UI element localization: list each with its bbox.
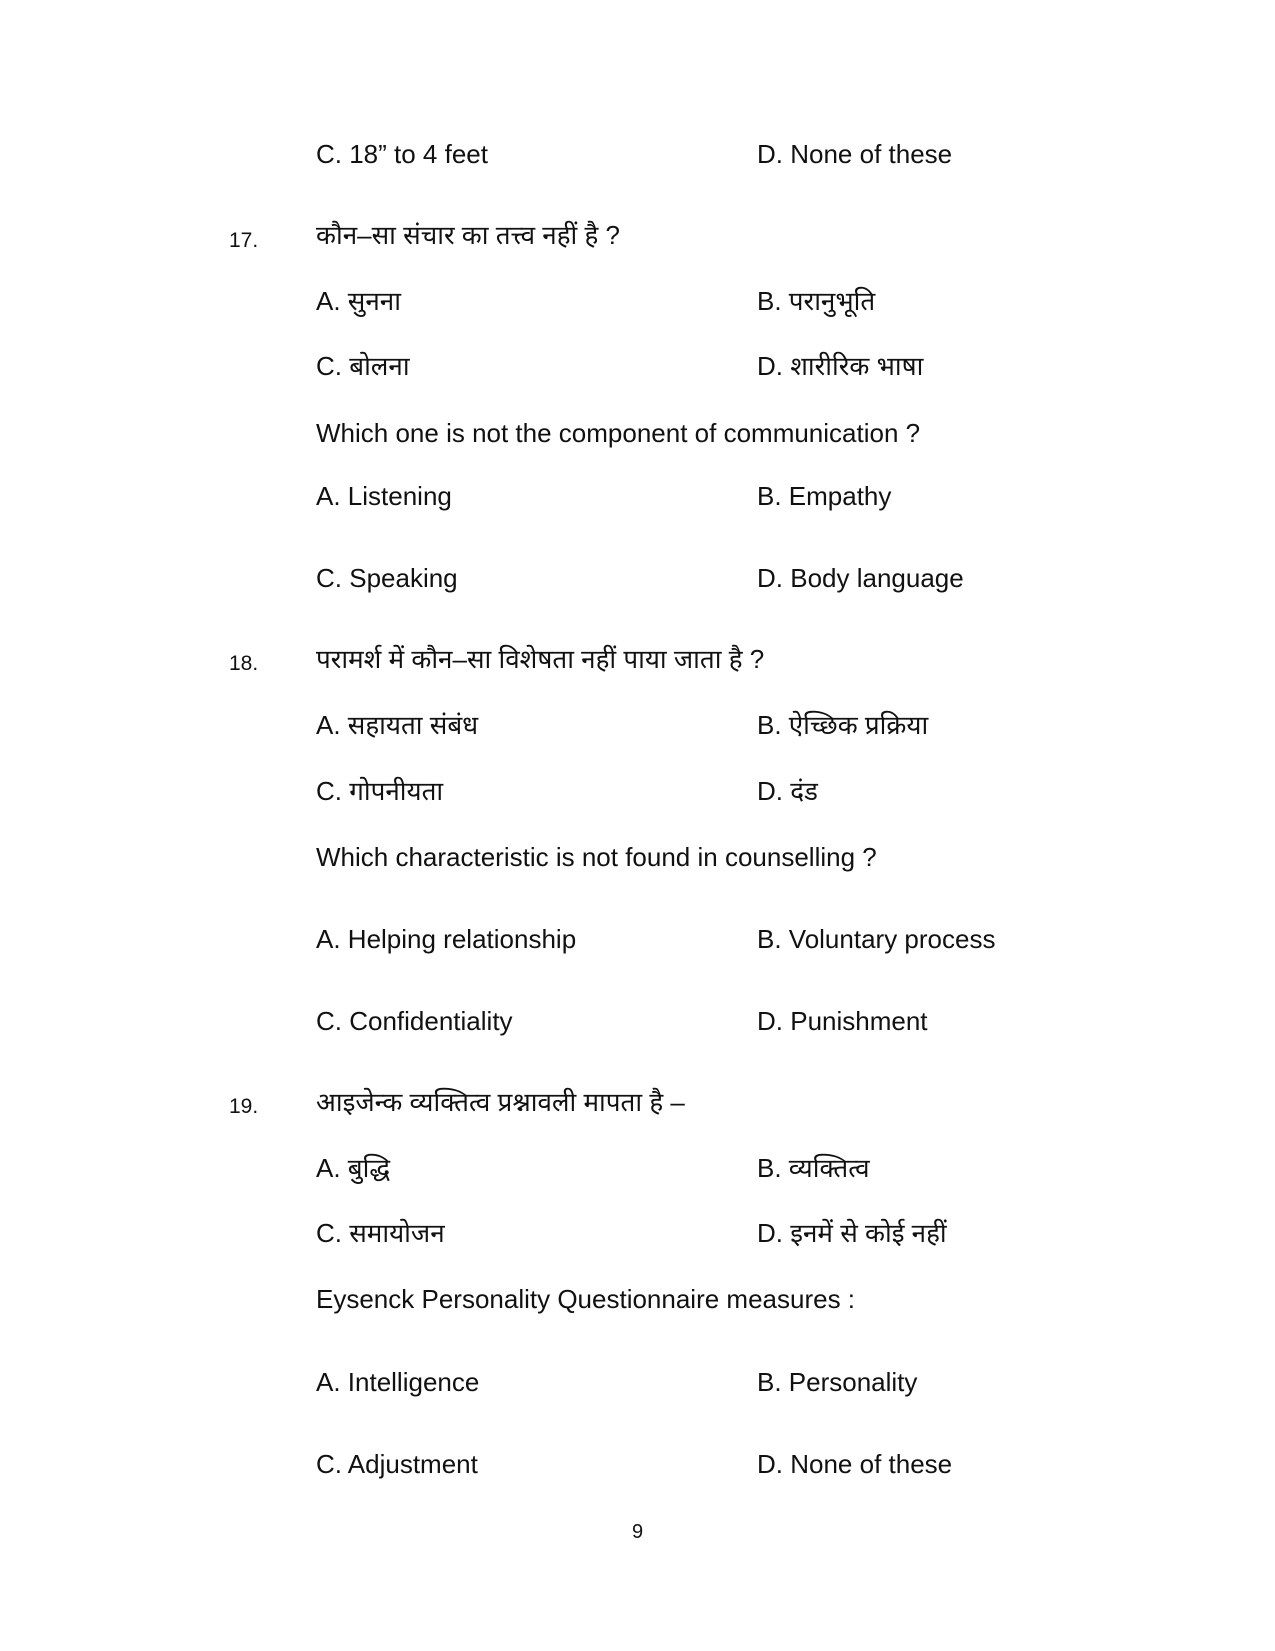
- option-b-english: B. Voluntary process: [757, 924, 996, 954]
- option-a-english: A. Helping relationship: [316, 924, 577, 954]
- option-b-english: B. Personality: [757, 1367, 918, 1397]
- option-c-english: C. Adjustment: [316, 1449, 478, 1479]
- option-a-english: A. Listening: [316, 481, 452, 511]
- question-text-hindi: परामर्श में कौन–सा विशेषता नहीं पाया जाता है ?: [316, 644, 765, 674]
- option-c-hindi: C. बोलना: [316, 351, 410, 381]
- question-text-hindi: कौन–सा संचार का तत्त्व नहीं है ?: [316, 220, 620, 250]
- option-c-hindi: C. समायोजन: [316, 1218, 445, 1248]
- option-a-hindi: A. बुद्धि: [316, 1153, 391, 1183]
- option-a-hindi: A. सुनना: [316, 286, 401, 316]
- question-text-english: Which characteristic is not found in counselling ?: [316, 842, 877, 872]
- option-d-hindi: D. इनमें से कोई नहीं: [757, 1218, 947, 1248]
- question-text-english: Eysenck Personality Questionnaire measures :: [316, 1284, 856, 1314]
- option-d-english: D. Body language: [757, 563, 964, 593]
- page-number: 9: [631, 1521, 644, 1543]
- option-d-english: D. Punishment: [757, 1006, 928, 1036]
- question-number: 18.: [229, 652, 259, 675]
- option-a-hindi: A. सहायता संबंध: [316, 710, 479, 740]
- question-text-english: Which one is not the component of communication ?: [316, 418, 921, 448]
- option-b-hindi: B. परानुभूति: [757, 286, 876, 316]
- question-number: 19.: [229, 1095, 259, 1118]
- option-d-hindi: D. शारीरिक भाषा: [757, 351, 924, 381]
- option-b-hindi: B. ऐच्छिक प्रक्रिया: [757, 710, 929, 740]
- option-c-hindi: C. गोपनीयता: [316, 776, 444, 806]
- option-d-english: D. None of these: [757, 1449, 953, 1479]
- option-c: C. 18” to 4 feet: [316, 139, 488, 169]
- question-text-hindi: आइजेन्क व्यक्तित्व प्रश्नावली मापता है –: [316, 1087, 685, 1117]
- option-d: D. None of these: [757, 139, 953, 169]
- question-number: 17.: [229, 229, 259, 252]
- option-d-hindi: D. दंड: [757, 776, 818, 806]
- option-a-english: A. Intelligence: [316, 1367, 480, 1397]
- option-b-hindi: B. व्यक्तित्व: [757, 1153, 870, 1183]
- option-c-english: C. Speaking: [316, 563, 458, 593]
- option-c-english: C. Confidentiality: [316, 1006, 513, 1036]
- option-b-english: B. Empathy: [757, 481, 892, 511]
